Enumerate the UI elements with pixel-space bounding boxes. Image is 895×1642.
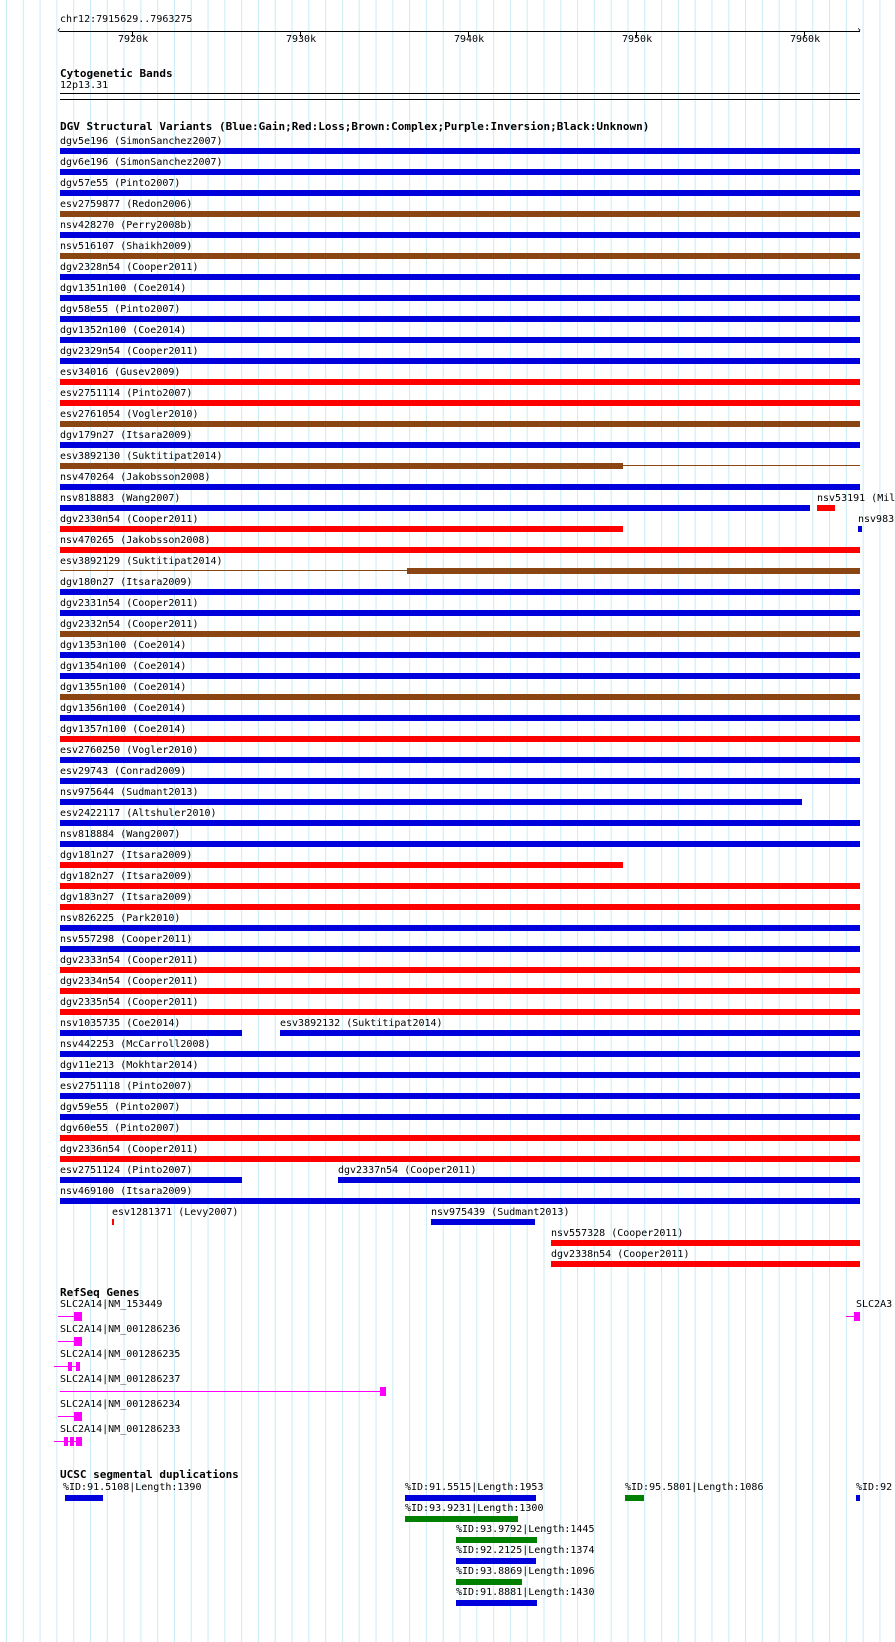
ruler-tick-label: 7930k [286,34,317,45]
variant-label: dgv2338n54 (Cooper2011) [551,1249,690,1260]
variant-label: esv2751114 (Pinto2007) [60,388,193,399]
variant-label: nsv470265 (Jakobsson2008) [60,535,211,546]
variant-bar [60,169,860,175]
gene-exon [380,1387,386,1396]
cytoband-label: 12p13.31 [60,80,109,91]
cytoband-track-title: Cytogenetic Bands [60,67,173,80]
variant-bar [60,862,623,868]
segdup-bar [456,1537,537,1543]
ruler-axis [60,31,860,32]
variant-bar [338,1177,860,1183]
variant-bar [60,820,860,826]
gene-exon [74,1337,82,1346]
segdup-bar [405,1516,518,1522]
variant-bar [407,568,860,574]
variant-label: dgv1357n100 (Coe2014) [60,724,187,735]
dgv-track-title: DGV Structural Variants (Blue:Gain;Red:Loss;Brown:Complex;Purple:Inversion;Black:Unknown) [60,120,650,133]
variant-bar [60,925,860,931]
variant-bar [60,274,860,280]
variant-bar [60,1198,860,1204]
ruler-left-arrow-icon: ‹ [56,25,63,36]
segdup-bar [456,1558,536,1564]
variant-bar [60,988,860,994]
variant-bar [60,1072,860,1078]
variant-bar [551,1240,860,1246]
locus-label: chr12:7915629..7963275 [60,14,193,25]
variant-label: nsv469100 (Itsara2009) [60,1186,193,1197]
variant-bar [60,211,860,217]
segdup-label: %ID:91.8881|Length:1430 [456,1587,595,1598]
variant-label: dgv11e213 (Mokhtar2014) [60,1060,199,1071]
variant-label: dgv2333n54 (Cooper2011) [60,955,199,966]
gene-exon [74,1412,82,1421]
variant-bar [60,841,860,847]
segdup-label: %ID:93.9792|Length:1445 [456,1524,595,1535]
variant-label: dgv2332n54 (Cooper2011) [60,619,199,630]
variant-bar [60,652,860,658]
variant-label: dgv5e196 (SimonSanchez2007) [60,136,223,147]
variant-bar [60,694,860,700]
variant-bar [60,589,860,595]
variant-connector [623,465,860,466]
variant-bar [60,358,860,364]
variant-label: dgv182n27 (Itsara2009) [60,871,193,882]
variant-bar [60,1030,242,1036]
segdup-bar [456,1600,537,1606]
variant-bar [60,463,623,469]
gene-exon [70,1437,74,1446]
gene-intron-line [58,1341,74,1342]
variant-label: dgv179n27 (Itsara2009) [60,430,193,441]
variant-label: dgv1356n100 (Coe2014) [60,703,187,714]
variant-bar [60,904,860,910]
variant-bar [60,442,860,448]
ruler-tick-label: 7960k [790,34,821,45]
variant-bar [60,1051,860,1057]
variant-bar [60,736,860,742]
gene-intron-line [54,1366,76,1367]
variant-label: esv2751124 (Pinto2007) [60,1165,193,1176]
variant-label: esv3892129 (Suktitipat2014) [60,556,223,567]
variant-bar [60,757,860,763]
variant-label: nsv470264 (Jakobsson2008) [60,472,211,483]
variant-bar [60,610,860,616]
variant-bar [280,1030,860,1036]
variant-label: nsv557298 (Cooper2011) [60,934,193,945]
variant-bar [60,799,802,805]
ruler-tick-label: 7920k [118,34,149,45]
variant-label: esv2760250 (Vogler2010) [60,745,199,756]
gene-exon [74,1312,82,1321]
variant-bar [60,253,860,259]
variant-bar [60,778,860,784]
variant-label: dgv2328n54 (Cooper2011) [60,262,199,273]
gene-label: SLC2A14|NM_001286237 [60,1374,181,1385]
variant-bar [60,1093,860,1099]
gene-exon [68,1362,72,1371]
variant-bar [60,379,860,385]
variant-label: dgv2331n54 (Cooper2011) [60,598,199,609]
variant-label: nsv818884 (Wang2007) [60,829,181,840]
variant-label: nsv1035735 (Coe2014) [60,1018,181,1029]
gene-label: SLC2A14|NM_001286236 [60,1324,181,1335]
variant-label: dgv60e55 (Pinto2007) [60,1123,181,1134]
cytoband-line [60,99,860,100]
variant-bar [60,400,860,406]
variant-bar [431,1219,535,1225]
gene-label: SLC2A14|NM_001286234 [60,1399,181,1410]
gene-intron-line [60,1391,380,1392]
variant-label: dgv180n27 (Itsara2009) [60,577,193,588]
variant-label: dgv2334n54 (Cooper2011) [60,976,199,987]
variant-label: esv3892132 (Suktitipat2014) [280,1018,443,1029]
variant-label: dgv2337n54 (Cooper2011) [338,1165,477,1176]
variant-label: dgv2335n54 (Cooper2011) [60,997,199,1008]
variant-label: dgv2329n54 (Cooper2011) [60,346,199,357]
variant-label: esv34016 (Gusev2009) [60,367,181,378]
cytoband-line [60,93,860,94]
variant-bar [112,1219,114,1225]
segdup-track-title: UCSC segmental duplications [60,1468,239,1481]
variant-label: dgv1353n100 (Coe2014) [60,640,187,651]
variant-label: dgv59e55 (Pinto2007) [60,1102,181,1113]
variant-bar [60,673,860,679]
variant-label: nsv975644 (Sudmant2013) [60,787,199,798]
variant-label: esv2761054 (Vogler2010) [60,409,199,420]
variant-label: esv29743 (Conrad2009) [60,766,187,777]
gene-label: SLC2A14|NM_001286235 [60,1349,181,1360]
variant-bar [551,1261,860,1267]
variant-label: esv2422117 (Altshuler2010) [60,808,217,819]
variant-connector [60,570,407,571]
variant-label: nsv516107 (Shaikh2009) [60,241,193,252]
variant-label: nsv53191 (Mil [817,493,895,504]
variant-label: esv3892130 (Suktitipat2014) [60,451,223,462]
variant-label: nsv983 [858,514,895,525]
ruler-tick-label: 7940k [454,34,485,45]
segdup-bar [856,1495,860,1501]
variant-bar [60,337,860,343]
segdup-bar [456,1579,522,1585]
variant-bar [60,715,860,721]
variant-label: nsv557328 (Cooper2011) [551,1228,684,1239]
variant-bar [60,295,860,301]
variant-label: dgv2336n54 (Cooper2011) [60,1144,199,1155]
gene-exon [64,1437,68,1446]
variant-label: dgv183n27 (Itsara2009) [60,892,193,903]
variant-bar [60,1114,860,1120]
gene-label: SLC2A14|NM_001286233 [60,1424,181,1435]
ruler-right-arrow-icon: › [856,25,863,36]
gene-exon [854,1312,860,1321]
variant-label: esv2751118 (Pinto2007) [60,1081,193,1092]
variant-bar [60,1156,860,1162]
segdup-label: %ID:93.8869|Length:1096 [456,1566,595,1577]
variant-bar [60,505,810,511]
gene-intron-line [58,1416,74,1417]
variant-label: nsv428270 (Perry2008b) [60,220,193,231]
gene-exon [76,1437,82,1446]
gene-label: SLC2A3 [856,1299,893,1310]
variant-label: esv1281371 (Levy2007) [112,1207,239,1218]
variant-label: nsv818883 (Wang2007) [60,493,181,504]
segdup-label: %ID:93.9231|Length:1300 [405,1503,544,1514]
variant-label: dgv1351n100 (Coe2014) [60,283,187,294]
refseq-track-title: RefSeq Genes [60,1286,140,1299]
variant-bar [60,1135,860,1141]
variant-label: dgv57e55 (Pinto2007) [60,178,181,189]
variant-bar [60,547,860,553]
variant-label: dgv58e55 (Pinto2007) [60,304,181,315]
segdup-bar [65,1495,103,1501]
variant-bar [60,526,623,532]
segdup-bar [625,1495,644,1501]
variant-bar [60,316,860,322]
segdup-label: %ID:91.5515|Length:1953 [405,1482,544,1493]
variant-bar [60,1177,242,1183]
variant-label: nsv975439 (Sudmant2013) [431,1207,570,1218]
variant-bar [60,232,860,238]
variant-bar [60,946,860,952]
variant-label: dgv1354n100 (Coe2014) [60,661,187,672]
segdup-label: %ID:95.5801|Length:1086 [625,1482,764,1493]
variant-bar [60,631,860,637]
variant-bar [60,883,860,889]
variant-bar [60,421,860,427]
gene-exon [76,1362,80,1371]
variant-label: dgv181n27 (Itsara2009) [60,850,193,861]
segdup-label: %ID:92.2125|Length:1374 [456,1545,595,1556]
variant-bar [858,526,862,532]
variant-label: dgv2330n54 (Cooper2011) [60,514,199,525]
segdup-label: %ID:91.5108|Length:1390 [63,1482,202,1493]
variant-bar [60,484,860,490]
segdup-bar [405,1495,536,1501]
ruler-tick-label: 7950k [622,34,653,45]
variant-label: dgv1352n100 (Coe2014) [60,325,187,336]
variant-label: dgv6e196 (SimonSanchez2007) [60,157,223,168]
gene-label: SLC2A14|NM_153449 [60,1299,163,1310]
segdup-label: %ID:92 [856,1482,893,1493]
variant-bar [817,505,835,511]
variant-label: dgv1355n100 (Coe2014) [60,682,187,693]
variant-bar [60,190,860,196]
variant-bar [60,967,860,973]
variant-label: esv2759877 (Redon2006) [60,199,193,210]
variant-bar [60,148,860,154]
variant-bar [60,1009,860,1015]
variant-label: nsv442253 (McCarroll2008) [60,1039,211,1050]
variant-label: nsv826225 (Park2010) [60,913,181,924]
gene-intron-line [58,1316,74,1317]
